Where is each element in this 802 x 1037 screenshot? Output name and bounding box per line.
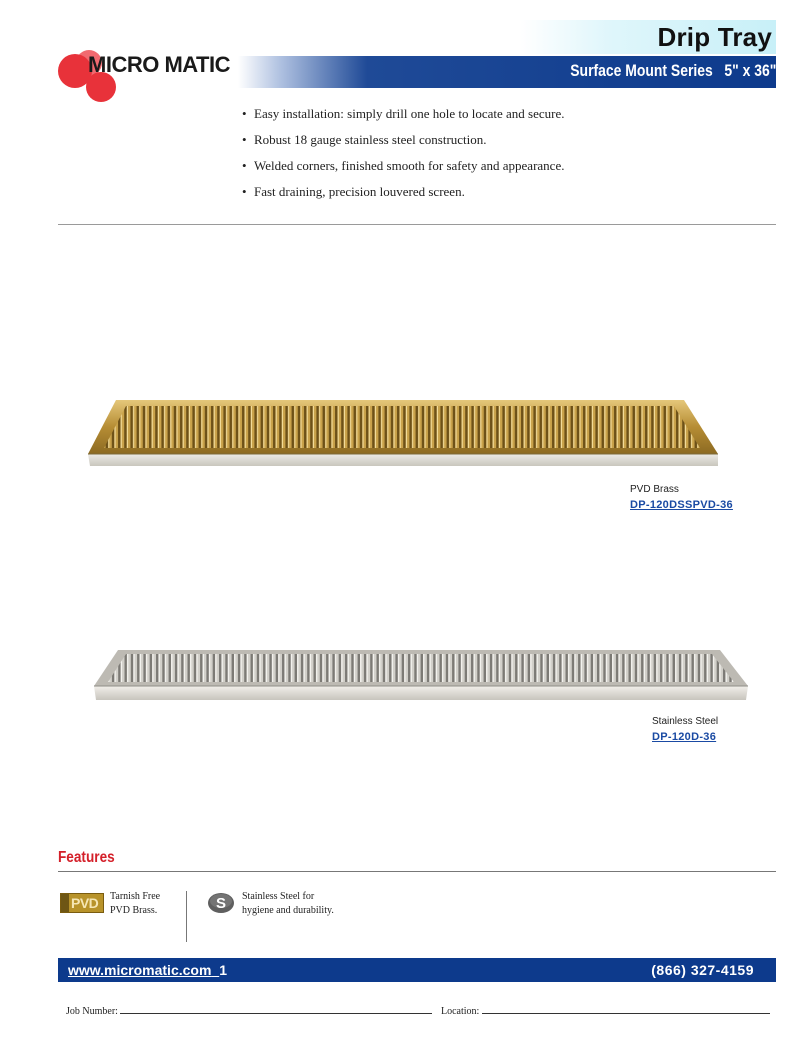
- job-number-label: Job Number:: [66, 1006, 118, 1017]
- feature-text: Tarnish Free PVD Brass.: [110, 891, 161, 916]
- job-number-blank[interactable]: [120, 1004, 432, 1014]
- features-divider: [58, 871, 776, 872]
- product-code-link[interactable]: DP-120DSSPVD-36: [630, 499, 733, 511]
- stainless-drip-tray-image: [92, 646, 750, 702]
- bullet-item: • Welded corners, finished smooth for safety and appearance.: [242, 158, 565, 173]
- footer-website: [68, 962, 227, 978]
- bullet-item: • Robust 18 gauge stainless steel construction.: [242, 132, 487, 147]
- website-link[interactable]: www.micromatic.com: [68, 962, 212, 978]
- pvd-brass-drip-tray-image: [86, 396, 722, 468]
- pvd-brass-badge-icon: PVD: [60, 893, 104, 913]
- product-finish-label: Stainless Steel: [652, 716, 719, 727]
- feature-bullet-list: [242, 104, 564, 208]
- product-code-link[interactable]: DP-120D-36: [652, 731, 717, 743]
- location-blank[interactable]: [482, 1004, 770, 1014]
- stainless-s-badge-icon: [207, 892, 235, 914]
- location-field: [441, 1004, 770, 1017]
- page-subtitle: Surface Mount Series 5" x 36": [569, 61, 776, 80]
- section-divider: [58, 224, 776, 225]
- micro-matic-logo: [58, 50, 248, 102]
- footer-phone: (866) 327-4159: [651, 962, 754, 978]
- page-number: 1: [219, 962, 227, 978]
- feature-text: Stainless Steel for hygiene and durability.: [242, 891, 334, 916]
- product-finish-label: PVD Brass: [630, 484, 679, 495]
- bullet-item: • Easy installation: simply drill one hole to locate and secure.: [242, 106, 565, 121]
- features-heading: Features: [58, 849, 115, 866]
- brand-name: MICRO MATIC: [88, 52, 230, 77]
- features-vertical-divider: [186, 891, 187, 942]
- bullet-item: • Fast draining, precision louvered screen.: [242, 184, 465, 199]
- job-number-field: [66, 1004, 432, 1017]
- svg-text:S: S: [215, 895, 227, 912]
- location-label: Location:: [441, 1006, 480, 1017]
- page-title: Drip Tray: [657, 22, 772, 52]
